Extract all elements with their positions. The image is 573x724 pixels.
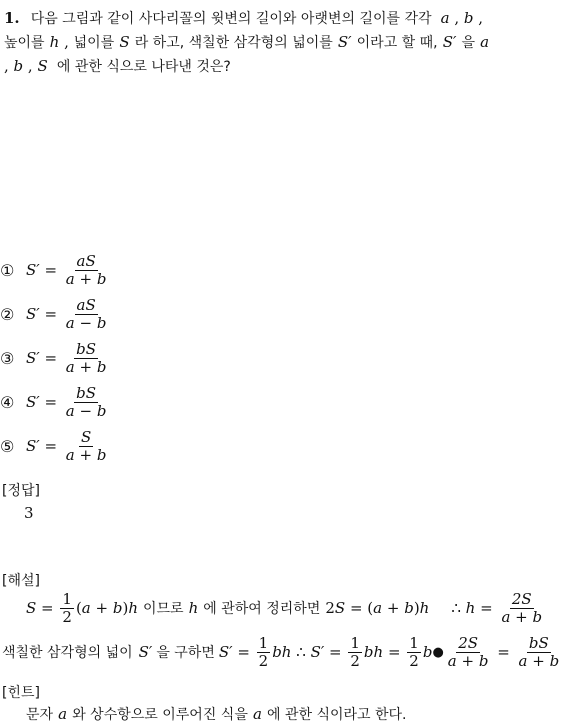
hint-label: [힌트] <box>2 685 40 701</box>
question-text-3: 에 관한 식으로 나타낸 것은? <box>56 59 231 75</box>
explanation-line-1: S = $\frac{1}{2}$ ( a + b ) h 이므로 h 에 관하여 정리하면 2 S = ( a + b ) h ∴ h = $\frac{2S}{a + b}$ <box>26 589 543 626</box>
hint-text-c: 에 관한 식이라고 한다. <box>266 707 407 723</box>
question-number: 1. <box>4 9 20 27</box>
answer-label: [정답] <box>2 483 40 499</box>
question-text-2e: 을 <box>461 35 476 51</box>
question-line-3: , b , S 에 관한 식으로 나타낸 것은? <box>4 57 231 75</box>
option-1-marker: ① <box>0 260 15 280</box>
option-2-fraction: $\frac{aS}{a - b}$ <box>65 295 107 332</box>
explanation-text-1a: 이므로 <box>143 601 184 617</box>
hint-text-b: 와 상수항으로 이루어진 식을 <box>72 707 248 723</box>
option-2[interactable]: ② S′ = $\frac{aS}{a - b}$ <box>0 295 107 332</box>
explanation-text-2b: 을 구하면 <box>156 645 215 661</box>
question-line-2: 높이를 h , 넓이를 S 라 하고, 색칠한 삼각형의 넓이를 S′ 이라고 할 때, S′ 을 a <box>4 33 490 51</box>
explanation-text-2: 색칠한 삼각형의 넓이 <box>2 645 133 661</box>
option-4-marker: ④ <box>0 392 15 412</box>
option-1[interactable]: ① S′ = $\frac{aS}{a + b}$ <box>0 251 107 288</box>
option-5-fraction: $\frac{S}{a + b}$ <box>65 427 107 464</box>
question-text-1: 다음 그림과 같이 사다리꼴의 윗변의 길이와 아랫변의 길이를 각각 <box>30 11 432 27</box>
option-3[interactable]: ③ S′ = $\frac{bS}{a + b}$ <box>0 339 107 376</box>
options-list <box>0 250 110 466</box>
figure-area <box>0 90 573 250</box>
question-line-1: 1. 다음 그림과 같이 사다리꼴의 윗변의 길이와 아랫변의 길이를 각각 a , b , <box>4 9 484 27</box>
option-2-marker: ② <box>0 304 15 324</box>
option-4[interactable]: ④ S′ = $\frac{bS}{a - b}$ <box>0 383 107 420</box>
option-5-marker: ⑤ <box>0 436 15 456</box>
option-1-fraction: $\frac{aS}{a + b}$ <box>65 251 107 288</box>
question-text-2d: 이라고 할 때, <box>356 35 438 51</box>
answer-value: 3 <box>24 504 34 522</box>
explanation-text-1b: 에 관하여 정리하면 <box>203 601 321 617</box>
question-text-2a: 높이를 <box>4 35 45 51</box>
hint-line: 문자 a 와 상수항으로 이루어진 식을 a 에 관한 식이라고 한다. <box>26 705 407 723</box>
option-3-fraction: $\frac{bS}{a + b}$ <box>65 339 107 376</box>
option-5[interactable]: ⑤ S′ = $\frac{S}{a + b}$ <box>0 427 107 464</box>
option-3-marker: ③ <box>0 348 15 368</box>
question-text-2c: 라 하고, 색칠한 삼각형의 넓이를 <box>134 35 333 51</box>
option-4-fraction: $\frac{bS}{a - b}$ <box>65 383 107 420</box>
explanation-line-2: 색칠한 삼각형의 넓이 S′ 을 구하면 S′ = $\frac{1}{2}$ bh ∴ S′ = $\frac{1}{2}$ bh = $\frac{1}{2}$ b ● $\frac{2S}{a + b}$ = $\frac{bS}{a + b}$ <box>2 633 560 670</box>
explanation-label: [해설] <box>2 573 40 589</box>
question-text-2b: 넓이를 <box>73 35 115 51</box>
hint-text-a: 문자 <box>26 707 54 723</box>
